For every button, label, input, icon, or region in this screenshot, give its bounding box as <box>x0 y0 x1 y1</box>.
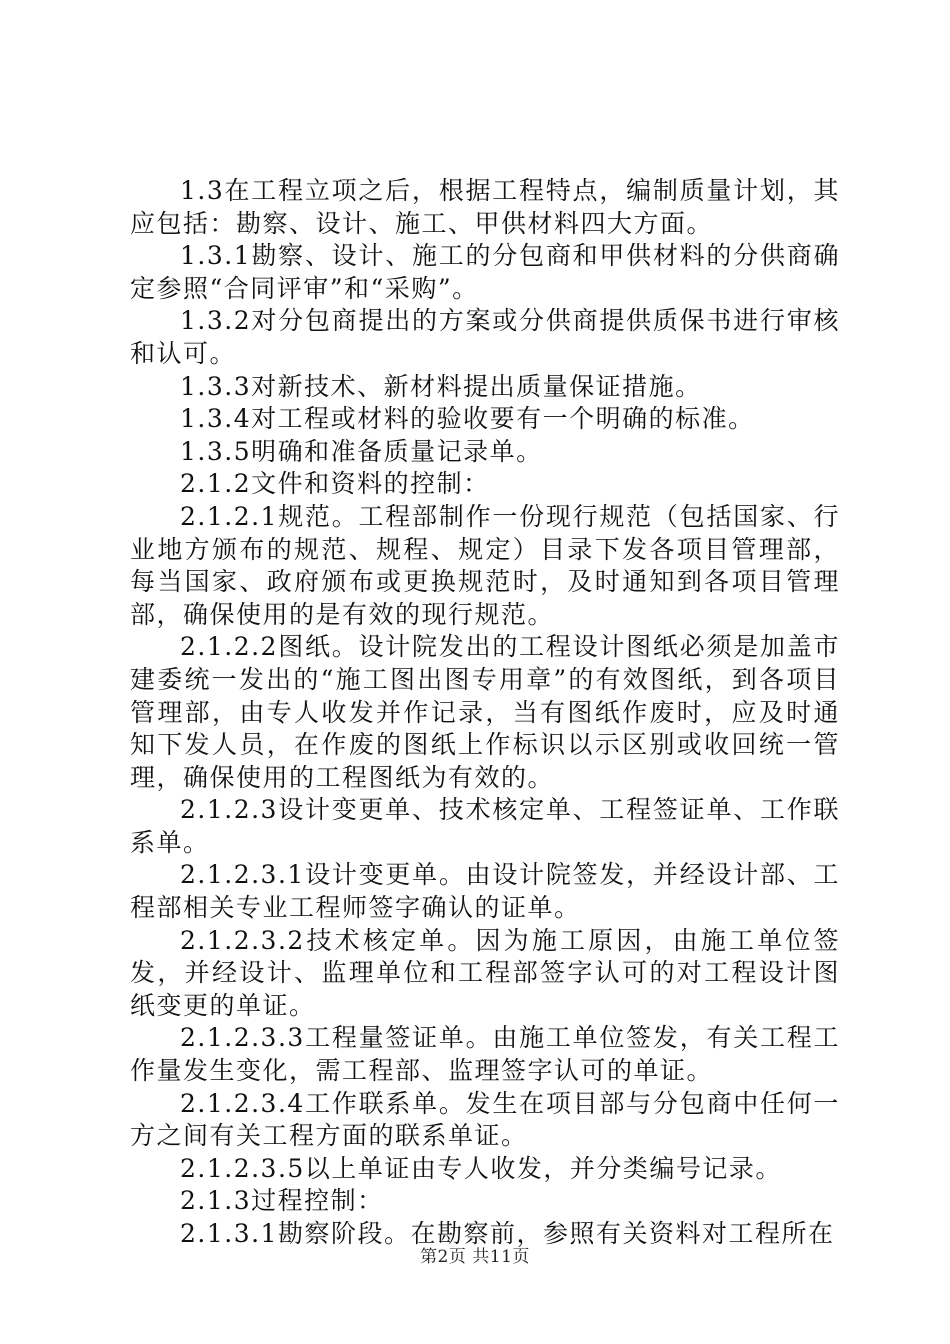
paragraph: 2.1.2文件和资料的控制： <box>180 469 490 499</box>
paragraph: 2.1.2.3.5以上单证由专人收发，并分类编号记录。 <box>180 1153 782 1183</box>
paragraph: 2.1.2.2图纸。设计院发出的工程设计图纸必须是加盖市建委统一发出的“施工图出图专用章”的有效图纸，到各项目管理部，由专人收发并作记录，当有图纸作废时，应及时通知下发人员，在作废的图纸上作标识以示区别或收回统一管理，确保使用的工程图纸为有效的。 <box>130 632 840 792</box>
paragraph: 2.1.3过程控制： <box>180 1186 384 1216</box>
paragraph: 2.1.2.3.3工程量签证单。由施工单位签发，有关工程工作量发生变化，需工程部、监理签字认可的单证。 <box>130 1023 840 1086</box>
document-body <box>130 175 840 1251</box>
paragraph: 2.1.2.3.1设计变更单。由设计院签发，并经设计部、工程部相关专业工程师签字确认的证单。 <box>130 860 840 923</box>
paragraph: 2.1.2.3设计变更单、技术核定单、工程签证单、工作联系单。 <box>130 795 840 857</box>
paragraph: 2.1.2.3.2技术核定单。因为施工原因，由施工单位签发，并经设计、监理单位和工程部签字认可的对工程设计图纸变更的单证。 <box>130 925 840 1020</box>
paragraph: 2.1.3.1勘察阶段。在勘察前，参照有关资料对工程所在 <box>180 1219 835 1248</box>
paragraph: 1.3.4对工程或材料的验收要有一个明确的标准。 <box>180 404 755 434</box>
paragraph: 2.1.2.3.4工作联系单。发生在项目部与分包商中任何一方之间有关工程方面的联系单证。 <box>130 1088 840 1151</box>
paragraph: 1.3在工程立项之后，根据工程特点，编制质量计划，其应包括：勘察、设计、施工、甲供材料四大方面。 <box>130 176 840 238</box>
paragraph: 1.3.1勘察、设计、施工的分包商和甲供材料的分供商确定参照“合同评审”和“采购”。 <box>130 241 840 303</box>
paragraph: 2.1.2.1规范。工程部制作一份现行规范（包括国家、行业地方颁布的规范、规程、规定）目录下发各项目管理部，每当国家、政府颁布或更换规范时，及时通知到各项目管理部，确保使用的是有效的现行规范。 <box>130 501 840 629</box>
page-number-footer: 第2页 共11页 <box>420 1247 530 1267</box>
paragraph: 1.3.5明确和准备质量记录单。 <box>180 436 543 466</box>
paragraph: 1.3.3对新技术、新材料提出质量保证措施。 <box>180 371 702 401</box>
paragraph: 1.3.2对分包商提出的方案或分供商提供质保书进行审核和认可。 <box>130 306 840 368</box>
